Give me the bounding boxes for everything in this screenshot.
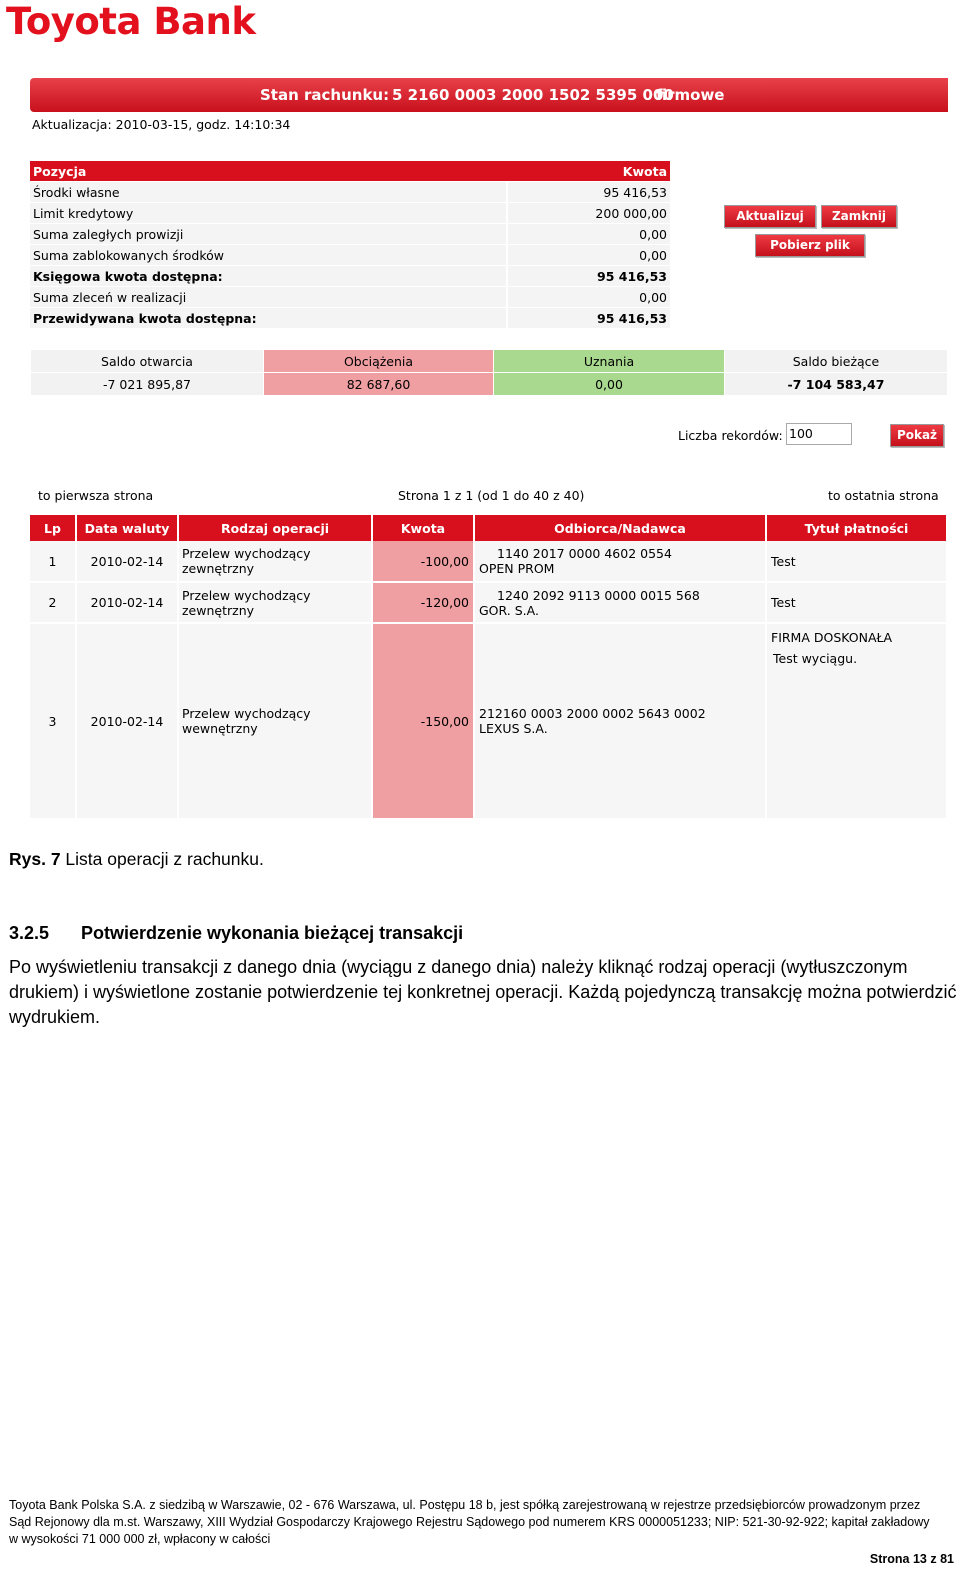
close-button[interactable]: Zamknij xyxy=(821,205,897,228)
row-date: 2010-02-14 xyxy=(76,582,178,623)
saldo-debits-header: Obciążenia xyxy=(264,350,494,373)
footer-line: Toyota Bank Polska S.A. z siedzibą w Warszawie, 02 - 676 Warszawa, ul. Postępu 18 b, jest spółką zarejestrowaną w rejestrze przedsiębiorców prowadzonym przez xyxy=(9,1498,921,1512)
footer-line: w wysokości 71 000 000 zł, wpłacony w całości xyxy=(9,1532,271,1546)
figure-caption xyxy=(9,849,264,870)
records-count-input[interactable]: 100 xyxy=(786,423,852,445)
col-header-party: Odbiorca/Nadawca xyxy=(474,515,766,541)
row-title xyxy=(766,582,947,623)
row-title xyxy=(766,541,947,582)
footer-line: Sąd Rejonowy dla m.st. Warszawy, XIII Wydział Gospodarczy Krajowego Rejestru Sądowego pod numerem KRS 0000051233; NIP: 521-30-92-922; kapitał zakładowy xyxy=(9,1515,930,1529)
update-button[interactable]: Aktualizuj xyxy=(724,205,816,228)
figure-caption-text: Lista operacji z rachunku. xyxy=(60,849,264,869)
row-date: 2010-02-14 xyxy=(76,541,178,582)
position-label: Suma zleceń w realizacji xyxy=(30,287,507,308)
saldo-credits-value: 0,00 xyxy=(494,373,725,396)
saldo-current-header: Saldo bieżące xyxy=(725,350,948,373)
first-page-link[interactable]: to pierwsza strona xyxy=(38,488,154,503)
row-amount: -100,00 xyxy=(372,541,474,582)
account-type: firmowe xyxy=(656,86,725,104)
saldo-opening-header: Saldo otwarcia xyxy=(31,350,264,373)
col-header-title: Tytuł płatności xyxy=(766,515,947,541)
saldo-opening-value: -7 021 895,87 xyxy=(31,373,264,396)
position-label: Limit kredytowy xyxy=(30,203,507,224)
positions-row xyxy=(30,308,670,329)
party-account: 212160 0003 2000 0002 5643 0002 xyxy=(479,706,706,721)
position-value: 95 416,53 xyxy=(507,182,670,203)
row-operation-type[interactable] xyxy=(178,541,372,582)
operations-header-row xyxy=(30,515,947,541)
row-party xyxy=(474,582,766,623)
col-header-operation-type: Rodzaj operacji xyxy=(178,515,372,541)
col-header-date: Data waluty xyxy=(76,515,178,541)
show-button[interactable]: Pokaż xyxy=(890,424,944,447)
title-line-1: FIRMA DOSKONAŁA xyxy=(771,630,893,645)
position-label: Przewidywana kwota dostępna: xyxy=(30,308,507,329)
position-value: 0,00 xyxy=(507,224,670,245)
operation-line-2: wewnętrzny xyxy=(182,721,258,736)
update-timestamp: Aktualizacja: 2010-03-15, godz. 14:10:34 xyxy=(32,117,291,132)
saldo-debits-value: 82 687,60 xyxy=(264,373,494,396)
page-info: Strona 1 z 1 (od 1 do 40 z 40) xyxy=(398,488,585,503)
operation-line-2: zewnętrzny xyxy=(182,602,255,618)
row-lp: 2 xyxy=(30,582,76,623)
records-count-label: Liczba rekordów: xyxy=(678,428,783,443)
table-row xyxy=(30,582,947,623)
position-label: Suma zablokowanych środków xyxy=(30,245,507,266)
row-amount: -120,00 xyxy=(372,582,474,623)
section-heading xyxy=(9,923,463,944)
account-number: 5 2160 0003 2000 1502 5395 000 xyxy=(392,86,674,104)
operation-line-2: zewnętrzny xyxy=(182,561,255,576)
footer xyxy=(9,1497,957,1548)
row-title xyxy=(766,623,947,819)
col-header-amount: Kwota xyxy=(372,515,474,541)
position-label: Suma zaległych prowizji xyxy=(30,224,507,245)
operation-line-1: Przelew wychodzący xyxy=(182,706,311,721)
row-operation-type[interactable] xyxy=(178,582,372,623)
col-header-lp: Lp xyxy=(30,515,76,541)
row-date: 2010-02-14 xyxy=(76,623,178,819)
party-name: OPEN PROM xyxy=(479,561,555,576)
position-label: Księgowa kwota dostępna: xyxy=(30,266,507,287)
section-title: Potwierdzenie wykonania bieżącej transakcji xyxy=(81,923,464,943)
row-party xyxy=(474,623,766,819)
positions-row xyxy=(30,287,670,308)
download-file-button[interactable]: Pobierz plik xyxy=(755,234,865,257)
party-name: GOR. S.A. xyxy=(479,602,539,618)
title-line-2: Test wyciągu. xyxy=(773,651,858,666)
col-header-amount: Kwota xyxy=(507,161,670,182)
party-name: LEXUS S.A. xyxy=(479,721,548,736)
party-account: 1240 2092 9113 0000 0015 568 xyxy=(497,587,700,603)
row-amount: -150,00 xyxy=(372,623,474,819)
account-header-bar xyxy=(30,78,948,112)
positions-header-row xyxy=(30,161,670,182)
positions-row xyxy=(30,182,670,203)
positions-row xyxy=(30,245,670,266)
title-line-1: Test xyxy=(771,553,796,569)
saldo-current-value: -7 104 583,47 xyxy=(725,373,948,396)
position-value: 200 000,00 xyxy=(507,203,670,224)
page-number: Strona 13 z 81 xyxy=(869,1552,954,1566)
row-lp: 3 xyxy=(30,623,76,819)
table-row xyxy=(30,623,947,819)
row-lp: 1 xyxy=(30,541,76,582)
figure-number: Rys. 7 xyxy=(9,849,61,869)
col-header-position: Pozycja xyxy=(30,161,507,182)
operation-line-1: Przelew wychodzący xyxy=(182,546,311,561)
position-value: 95 416,53 xyxy=(507,308,670,329)
saldo-table xyxy=(30,349,948,396)
position-value: 0,00 xyxy=(507,245,670,266)
positions-row xyxy=(30,266,670,287)
row-party xyxy=(474,541,766,582)
last-page-link[interactable]: to ostatnia strona xyxy=(828,488,939,503)
positions-row xyxy=(30,224,670,245)
positions-row xyxy=(30,203,670,224)
position-value: 0,00 xyxy=(507,287,670,308)
body-paragraph: Po wyświetleniu transakcji z danego dnia (wyciągu z danego dnia) należy kliknąć rodzaj operacji (wytłuszczonym drukiem) i wyświetlone zostanie potwierdzenie tej konkretnej operacji. Każdą pojedynczą transakcję można potwierdzić wydrukiem. xyxy=(9,957,957,1027)
saldo-credits-header: Uznania xyxy=(494,350,725,373)
table-row xyxy=(30,541,947,582)
saldo-values-row xyxy=(31,373,948,396)
saldo-header-row xyxy=(31,350,948,373)
account-header-label: Stan rachunku: xyxy=(260,86,390,104)
party-account: 1140 2017 0000 4602 0554 xyxy=(497,546,672,561)
position-value: 95 416,53 xyxy=(507,266,670,287)
title-line-1: Test xyxy=(771,595,796,610)
position-label: Środki własne xyxy=(30,182,507,203)
positions-table xyxy=(30,161,670,329)
operations-table xyxy=(30,515,948,820)
row-operation-type[interactable] xyxy=(178,623,372,819)
section-number: 3.2.5 xyxy=(9,923,50,943)
toyota-bank-logo: Toyota Bank xyxy=(6,0,256,43)
operation-line-1: Przelew wychodzący xyxy=(182,587,311,603)
